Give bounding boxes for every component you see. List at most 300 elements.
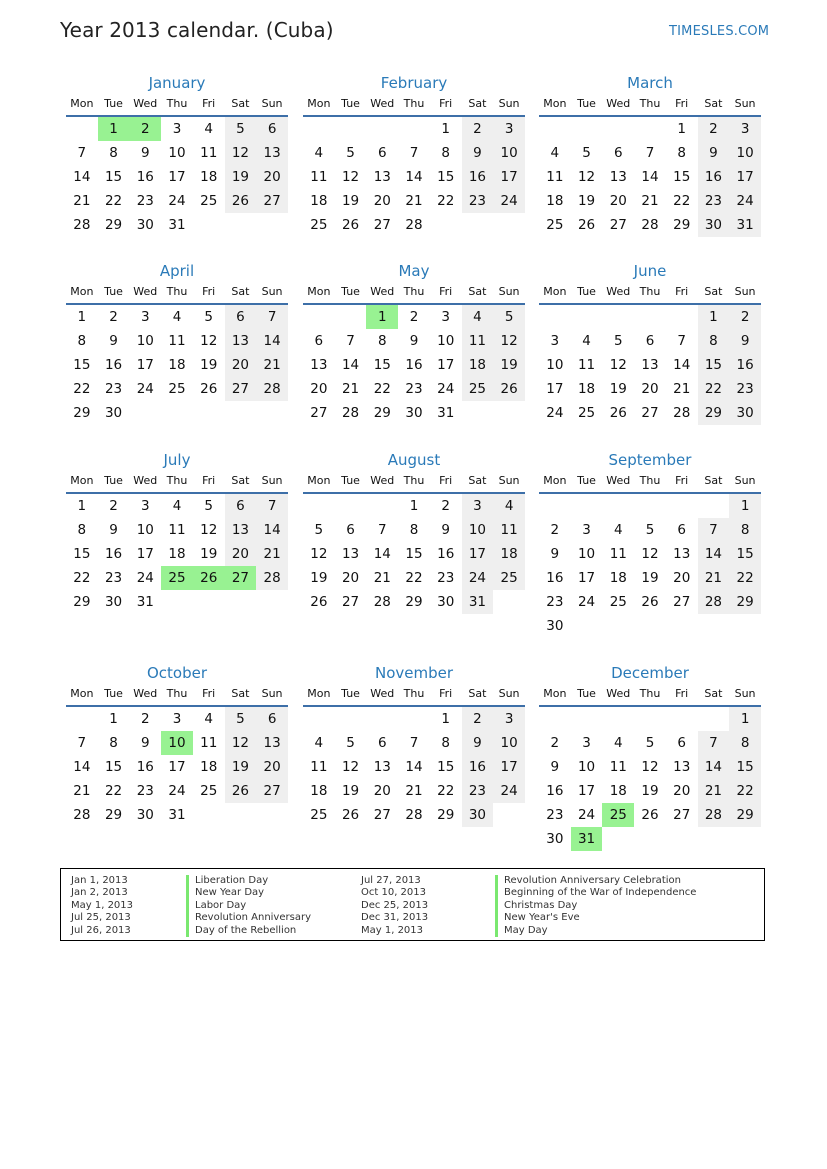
- holiday-name: New Year Day: [186, 887, 311, 899]
- day-cell: 23: [546, 807, 564, 823]
- weekday-label: Tue: [577, 285, 596, 298]
- empty-cell: [571, 707, 603, 731]
- month-march: [539, 69, 761, 237]
- day-cell: 19: [200, 546, 218, 562]
- holiday-date: Oct 10, 2013: [361, 887, 426, 899]
- day-cell: 21: [73, 783, 91, 799]
- holiday-day-cell: 31: [571, 827, 603, 851]
- day-cell: 7: [677, 333, 686, 349]
- weekday-label: Fri: [439, 285, 453, 298]
- day-cell: 28: [405, 807, 423, 823]
- day-cell: 31: [136, 594, 154, 610]
- holiday-day-cell: 1: [366, 305, 398, 329]
- day-cell: 5: [613, 333, 623, 349]
- day-cell: 12: [341, 759, 360, 775]
- day-cell: 13: [225, 329, 257, 353]
- empty-cell: [634, 494, 666, 518]
- day-cell: 30: [698, 213, 730, 237]
- day-cell: 11: [609, 759, 627, 775]
- day-cell: 7: [698, 731, 730, 755]
- weekday-label: Sun: [261, 474, 283, 487]
- day-cell: 17: [168, 759, 186, 775]
- day-cell: 26: [577, 217, 596, 233]
- day-cell: 12: [225, 731, 257, 755]
- weekday-header: [66, 474, 288, 492]
- weekday-header: [303, 285, 525, 303]
- day-cell: 12: [493, 329, 525, 353]
- weekday-label: Sun: [261, 285, 283, 298]
- weekday-header: [303, 97, 525, 115]
- weekday-label: Tue: [341, 474, 360, 487]
- weekday-label: Fri: [202, 687, 216, 700]
- day-cell: 25: [577, 405, 596, 421]
- day-cell: 8: [729, 731, 761, 755]
- weekday-label: Mon: [543, 285, 567, 298]
- weekday-label: Mon: [307, 97, 331, 110]
- day-cell: 6: [256, 707, 288, 731]
- day-cell: 17: [577, 783, 596, 799]
- day-cell: 3: [582, 735, 591, 751]
- day-cell: 17: [577, 570, 596, 586]
- empty-cell: [602, 117, 634, 141]
- day-cell: 19: [577, 193, 596, 209]
- weekday-label: Sun: [734, 97, 756, 110]
- day-cell: 9: [140, 735, 150, 751]
- holiday-name: Liberation Day: [186, 875, 311, 887]
- weekday-label: Wed: [133, 97, 158, 110]
- day-grid: [303, 305, 525, 425]
- day-cell: 2: [409, 309, 419, 325]
- day-cell: 10: [577, 546, 596, 562]
- weekday-label: Sun: [498, 285, 520, 298]
- weekday-label: Fri: [675, 97, 689, 110]
- empty-cell: [335, 707, 367, 731]
- day-cell: 14: [341, 357, 360, 373]
- day-cell: 4: [314, 145, 324, 161]
- day-cell: 26: [225, 779, 257, 803]
- holiday-legend: [60, 868, 765, 941]
- day-cell: 9: [462, 731, 494, 755]
- day-cell: 24: [729, 189, 761, 213]
- weekday-label: Mon: [307, 285, 331, 298]
- month-title: July: [163, 451, 191, 469]
- day-cell: 28: [641, 217, 659, 233]
- site-logo-link[interactable]: TIMESLES.COM: [669, 24, 770, 39]
- holiday-dates-left: [71, 875, 133, 937]
- day-cell: 24: [136, 381, 154, 397]
- day-cell: 4: [172, 309, 182, 325]
- holiday-date: Jul 26, 2013: [71, 924, 131, 936]
- day-cell: 21: [256, 353, 288, 377]
- day-cell: 11: [577, 357, 596, 373]
- day-cell: 10: [136, 522, 154, 538]
- day-cell: 30: [729, 401, 761, 425]
- day-cell: 19: [225, 165, 257, 189]
- day-cell: 16: [546, 783, 564, 799]
- day-cell: 21: [341, 381, 360, 397]
- day-cell: 27: [256, 189, 288, 213]
- weekday-label: Sat: [704, 97, 723, 110]
- day-cell: 20: [256, 755, 288, 779]
- day-cell: 14: [698, 542, 730, 566]
- holiday-name: New Year's Eve: [495, 912, 696, 924]
- day-cell: 15: [673, 169, 691, 185]
- day-cell: 26: [225, 189, 257, 213]
- weekday-label: Thu: [166, 97, 188, 110]
- day-cell: 9: [698, 141, 730, 165]
- day-cell: 22: [73, 570, 91, 586]
- day-cell: 16: [104, 357, 123, 373]
- day-cell: 21: [73, 193, 91, 209]
- day-cell: 18: [546, 193, 564, 209]
- day-grid: [66, 117, 288, 237]
- day-cell: 9: [109, 522, 118, 538]
- day-cell: 18: [493, 542, 525, 566]
- month-december: [539, 659, 761, 851]
- day-cell: 7: [346, 333, 355, 349]
- weekday-label: Mon: [543, 97, 567, 110]
- day-cell: 28: [256, 377, 288, 401]
- day-cell: 25: [200, 783, 218, 799]
- day-cell: 20: [256, 165, 288, 189]
- day-cell: 3: [550, 333, 560, 349]
- weekday-label: Sat: [231, 474, 250, 487]
- day-cell: 29: [373, 405, 391, 421]
- day-cell: 26: [641, 807, 659, 823]
- day-cell: 2: [109, 498, 118, 514]
- holiday-name: Revolution Anniversary: [186, 912, 311, 924]
- day-cell: 10: [136, 333, 154, 349]
- month-september: [539, 446, 761, 638]
- day-cell: 22: [698, 377, 730, 401]
- day-cell: 28: [405, 217, 423, 233]
- day-cell: 24: [577, 807, 596, 823]
- day-cell: 12: [609, 357, 627, 373]
- day-cell: 8: [77, 522, 87, 538]
- day-cell: 26: [609, 405, 627, 421]
- month-title: November: [374, 664, 454, 682]
- day-cell: 27: [225, 377, 257, 401]
- day-cell: 14: [256, 329, 288, 353]
- weekday-label: Mon: [543, 687, 567, 700]
- weekday-label: Thu: [403, 474, 425, 487]
- weekday-label: Sun: [498, 474, 520, 487]
- day-cell: 8: [729, 518, 761, 542]
- day-cell: 9: [109, 333, 118, 349]
- day-cell: 12: [341, 169, 360, 185]
- empty-cell: [539, 494, 571, 518]
- holiday-date: Jan 1, 2013: [71, 875, 128, 886]
- day-cell: 19: [341, 783, 360, 799]
- weekday-label: Fri: [675, 687, 689, 700]
- day-cell: 3: [140, 309, 150, 325]
- day-cell: 27: [641, 405, 659, 421]
- day-cell: 24: [168, 783, 186, 799]
- holiday-name: Labor Day: [186, 900, 311, 912]
- day-cell: 7: [256, 494, 288, 518]
- day-cell: 16: [136, 169, 154, 185]
- empty-cell: [634, 707, 666, 731]
- day-cell: 22: [673, 193, 691, 209]
- empty-cell: [335, 494, 367, 518]
- weekday-label: Sat: [468, 97, 487, 110]
- weekday-label: Wed: [370, 285, 395, 298]
- day-cell: 15: [73, 546, 91, 562]
- day-cell: 16: [104, 546, 123, 562]
- weekday-label: Tue: [341, 285, 360, 298]
- weekday-header: [303, 474, 525, 492]
- weekday-label: Thu: [639, 687, 661, 700]
- empty-cell: [698, 707, 730, 731]
- day-cell: 20: [373, 193, 391, 209]
- day-cell: 29: [729, 803, 761, 827]
- day-cell: 30: [136, 217, 154, 233]
- weekday-label: Fri: [202, 474, 216, 487]
- day-cell: 23: [462, 189, 494, 213]
- day-cell: 11: [462, 329, 494, 353]
- day-cell: 3: [493, 117, 525, 141]
- day-cell: 3: [172, 121, 182, 137]
- day-cell: 2: [550, 735, 560, 751]
- holiday-day-cell: 2: [129, 117, 161, 141]
- holiday-names-right: [495, 875, 696, 937]
- day-cell: 27: [373, 807, 391, 823]
- weekday-label: Thu: [639, 97, 661, 110]
- day-cell: 3: [493, 707, 525, 731]
- day-cell: 19: [310, 570, 328, 586]
- weekday-label: Thu: [166, 474, 188, 487]
- month-title: September: [608, 451, 692, 469]
- holiday-day-cell: 10: [161, 731, 193, 755]
- day-cell: 29: [104, 217, 123, 233]
- day-cell: 1: [77, 309, 87, 325]
- day-cell: 14: [673, 357, 691, 373]
- day-cell: 26: [341, 217, 360, 233]
- weekday-label: Tue: [104, 687, 123, 700]
- day-cell: 2: [441, 498, 450, 514]
- day-cell: 15: [437, 169, 455, 185]
- weekday-label: Sat: [704, 285, 723, 298]
- day-cell: 30: [437, 594, 455, 610]
- weekday-label: Sat: [704, 474, 723, 487]
- day-cell: 2: [550, 522, 560, 538]
- day-cell: 19: [225, 755, 257, 779]
- day-cell: 13: [373, 759, 391, 775]
- day-cell: 19: [641, 783, 659, 799]
- holiday-date: Jan 2, 2013: [71, 887, 128, 899]
- day-cell: 1: [729, 707, 761, 731]
- day-cell: 21: [698, 779, 730, 803]
- month-august: [303, 446, 525, 614]
- day-cell: 13: [341, 546, 360, 562]
- weekday-label: Fri: [439, 97, 453, 110]
- empty-cell: [539, 305, 571, 329]
- day-cell: 28: [698, 590, 730, 614]
- day-cell: 17: [546, 381, 564, 397]
- day-cell: 25: [310, 807, 328, 823]
- day-cell: 29: [73, 405, 91, 421]
- day-grid: [539, 117, 761, 237]
- month-july: [66, 446, 288, 614]
- day-cell: 6: [225, 305, 257, 329]
- day-cell: 21: [373, 570, 391, 586]
- day-cell: 25: [493, 566, 525, 590]
- day-cell: 31: [168, 217, 186, 233]
- day-cell: 10: [168, 145, 186, 161]
- weekday-label: Mon: [70, 285, 94, 298]
- day-cell: 23: [104, 381, 123, 397]
- day-cell: 27: [310, 405, 328, 421]
- weekday-label: Thu: [639, 285, 661, 298]
- page-title: Year 2013 calendar. (Cuba): [60, 18, 334, 42]
- day-cell: 8: [77, 333, 87, 349]
- day-cell: 11: [546, 169, 564, 185]
- day-cell: 26: [641, 594, 659, 610]
- day-cell: 9: [462, 141, 494, 165]
- day-cell: 30: [546, 618, 564, 634]
- day-cell: 24: [168, 193, 186, 209]
- weekday-label: Sun: [734, 285, 756, 298]
- empty-cell: [602, 494, 634, 518]
- day-cell: 20: [310, 381, 328, 397]
- day-cell: 20: [641, 381, 659, 397]
- day-cell: 14: [405, 759, 423, 775]
- empty-cell: [666, 305, 698, 329]
- day-cell: 3: [729, 117, 761, 141]
- day-cell: 22: [437, 193, 455, 209]
- day-cell: 6: [377, 145, 387, 161]
- day-cell: 24: [493, 189, 525, 213]
- weekday-label: Wed: [133, 474, 158, 487]
- empty-cell: [539, 117, 571, 141]
- weekday-header: [66, 687, 288, 705]
- weekday-header: [539, 474, 761, 492]
- empty-cell: [303, 305, 335, 329]
- day-cell: 13: [673, 759, 691, 775]
- month-june: [539, 257, 761, 425]
- day-cell: 21: [673, 381, 691, 397]
- day-cell: 18: [462, 353, 494, 377]
- weekday-label: Wed: [370, 97, 395, 110]
- day-cell: 19: [200, 357, 218, 373]
- day-cell: 8: [698, 329, 730, 353]
- day-cell: 21: [641, 193, 659, 209]
- day-cell: 6: [314, 333, 324, 349]
- day-cell: 15: [405, 546, 423, 562]
- day-cell: 17: [136, 546, 154, 562]
- weekday-label: Wed: [606, 285, 631, 298]
- day-grid: [66, 305, 288, 425]
- day-cell: 24: [136, 570, 154, 586]
- day-cell: 6: [377, 735, 387, 751]
- day-grid: [303, 494, 525, 614]
- day-cell: 13: [225, 518, 257, 542]
- month-title: December: [611, 664, 689, 682]
- weekday-label: Sat: [468, 474, 487, 487]
- day-cell: 6: [346, 522, 355, 538]
- day-cell: 31: [462, 590, 494, 614]
- day-cell: 10: [546, 357, 564, 373]
- day-cell: 12: [641, 546, 659, 562]
- empty-cell: [366, 707, 398, 731]
- day-cell: 23: [462, 779, 494, 803]
- day-cell: 24: [462, 566, 494, 590]
- day-cell: 18: [577, 381, 596, 397]
- weekday-label: Wed: [370, 687, 395, 700]
- day-cell: 29: [73, 594, 91, 610]
- weekday-label: Wed: [606, 687, 631, 700]
- day-cell: 5: [225, 707, 257, 731]
- day-cell: 17: [437, 357, 455, 373]
- day-cell: 19: [641, 570, 659, 586]
- day-cell: 14: [698, 755, 730, 779]
- weekday-label: Fri: [675, 285, 689, 298]
- month-title: April: [159, 262, 195, 280]
- day-grid: [303, 117, 525, 237]
- weekday-label: Thu: [403, 97, 425, 110]
- weekday-label: Mon: [70, 474, 94, 487]
- weekday-label: Fri: [439, 687, 453, 700]
- day-cell: 21: [698, 566, 730, 590]
- day-cell: 1: [677, 121, 686, 137]
- day-cell: 5: [645, 735, 655, 751]
- month-may: [303, 257, 525, 425]
- day-cell: 15: [73, 357, 91, 373]
- weekday-label: Thu: [166, 285, 188, 298]
- day-cell: 10: [493, 141, 525, 165]
- weekday-label: Tue: [577, 474, 596, 487]
- day-cell: 20: [225, 353, 257, 377]
- weekday-label: Wed: [606, 474, 631, 487]
- day-cell: 9: [550, 546, 560, 562]
- day-cell: 26: [310, 594, 328, 610]
- weekday-header: [539, 285, 761, 303]
- day-cell: 28: [373, 594, 391, 610]
- holiday-date: Jul 25, 2013: [71, 912, 131, 924]
- day-cell: 5: [493, 305, 525, 329]
- day-cell: 13: [310, 357, 328, 373]
- day-cell: 1: [729, 494, 761, 518]
- day-cell: 2: [698, 117, 730, 141]
- day-cell: 11: [168, 333, 186, 349]
- day-cell: 24: [493, 779, 525, 803]
- empty-cell: [571, 494, 603, 518]
- empty-cell: [602, 707, 634, 731]
- holiday-name: Revolution Anniversary Celebration: [495, 875, 696, 887]
- holiday-day-cell: 25: [602, 803, 634, 827]
- day-cell: 22: [73, 381, 91, 397]
- day-cell: 23: [405, 381, 423, 397]
- day-cell: 23: [698, 189, 730, 213]
- day-cell: 23: [104, 570, 123, 586]
- day-cell: 15: [729, 755, 761, 779]
- day-cell: 15: [698, 353, 730, 377]
- day-cell: 29: [729, 590, 761, 614]
- day-cell: 5: [645, 522, 655, 538]
- weekday-label: Sat: [468, 687, 487, 700]
- day-cell: 18: [200, 759, 218, 775]
- day-cell: 4: [204, 711, 213, 727]
- holiday-day-cell: 25: [161, 566, 193, 590]
- day-cell: 4: [550, 145, 560, 161]
- day-cell: 18: [168, 546, 186, 562]
- day-cell: 25: [462, 377, 494, 401]
- day-cell: 5: [204, 309, 213, 325]
- month-title: May: [398, 262, 430, 280]
- day-cell: 4: [204, 121, 213, 137]
- day-cell: 9: [729, 329, 761, 353]
- empty-cell: [398, 707, 430, 731]
